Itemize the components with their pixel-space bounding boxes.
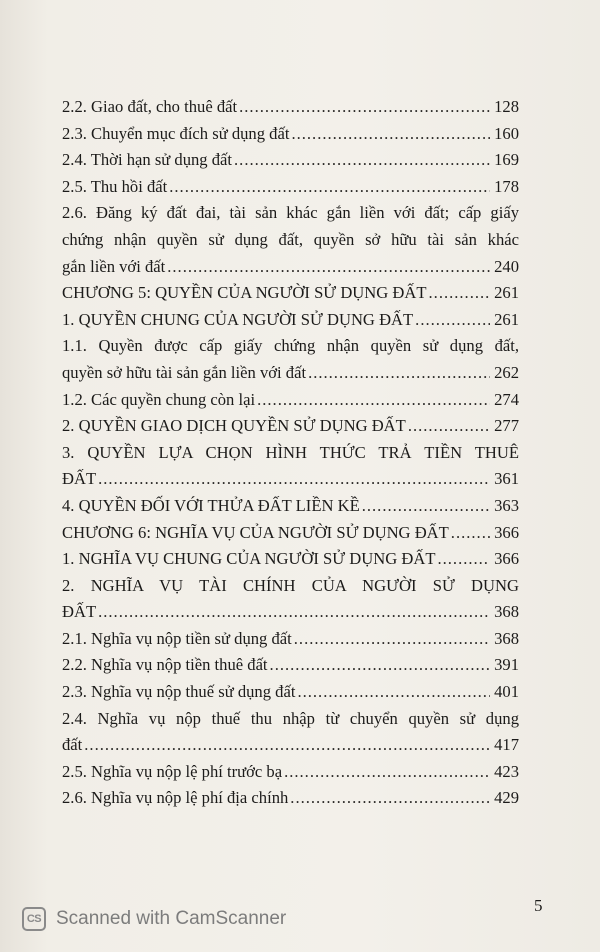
toc-entry <box>62 121 519 148</box>
toc-entry-title: 2.3. Chuyển mục đích sử dụng đất <box>62 123 290 143</box>
toc-entry-page: 366 <box>494 549 519 569</box>
toc-entry-title: 2.6. Đăng ký đất đai, tài sản khác gắn liền với đất; cấp giấy <box>62 203 519 223</box>
toc-entry-page: 128 <box>494 97 519 116</box>
toc-entry-page: 423 <box>494 761 519 781</box>
toc-entry <box>62 360 519 387</box>
toc-entry-title: 3. QUYỀN LỰA CHỌN HÌNH THỨC TRẢ TIỀN THUÊ <box>62 442 519 462</box>
dot-leader <box>239 94 490 121</box>
toc-entry-page: 391 <box>494 655 519 675</box>
toc-entry <box>62 466 519 493</box>
toc-entry-page: 178 <box>494 176 519 196</box>
dot-leader <box>362 493 490 520</box>
toc-entry-title: 2. QUYỀN GIAO DỊCH QUYỀN SỬ DỤNG ĐẤT <box>62 416 406 436</box>
toc-entry-title: 1. NGHĨA VỤ CHUNG CỦA NGƯỜI SỬ DỤNG ĐẤT <box>62 549 436 569</box>
dot-leader <box>169 174 490 201</box>
toc-entry <box>62 147 519 174</box>
dot-leader <box>167 254 490 281</box>
toc-entry <box>62 493 519 520</box>
toc-entry-title: ĐẤT <box>62 469 97 489</box>
toc-entry-page: 361 <box>494 469 519 489</box>
toc-entry-title: ĐẤT <box>62 602 97 622</box>
toc-entry-title: 2.5. Thu hồi đất <box>62 176 168 196</box>
toc-entry-title: 2.1. Nghĩa vụ nộp tiền sử dụng đất <box>62 628 292 648</box>
dot-leader <box>98 466 490 493</box>
dot-leader <box>297 679 490 706</box>
toc-entry <box>62 759 519 786</box>
dot-leader <box>284 759 490 786</box>
table-of-contents <box>62 94 519 812</box>
toc-entry-title: quyền sở hữu tài sản gắn liền với đất <box>62 362 307 382</box>
toc-entry <box>62 785 519 812</box>
dot-leader <box>291 121 490 148</box>
toc-entry-title: 4. QUYỀN ĐỐI VỚI THỬA ĐẤT LIỀN KỀ <box>62 495 360 515</box>
toc-entry <box>62 280 519 307</box>
toc-entry-page: 366 <box>494 522 519 542</box>
toc-entry <box>62 573 519 600</box>
dot-leader <box>234 147 490 174</box>
toc-entry-title: 1.2. Các quyền chung còn lại <box>62 389 256 409</box>
dot-leader <box>415 307 490 334</box>
toc-entry <box>62 440 519 467</box>
toc-entry-title: 2.4. Nghĩa vụ nộp thuế thu nhập từ chuyển quyền sử dụng <box>62 708 519 728</box>
toc-entry <box>62 333 519 360</box>
toc-entry-title: 2.2. Giao đất, cho thuê đất <box>62 97 238 116</box>
toc-entry-page: 363 <box>494 495 519 515</box>
toc-entry-page: 261 <box>494 283 519 303</box>
toc-entry-title: đất <box>62 735 83 755</box>
toc-entry <box>62 227 519 254</box>
page-number: 5 <box>534 896 543 915</box>
dot-leader <box>429 280 491 307</box>
dot-leader <box>270 652 491 679</box>
toc-entry-page: 160 <box>494 123 519 143</box>
toc-entry-page: 274 <box>494 389 519 409</box>
toc-entry <box>62 387 519 414</box>
toc-entry <box>62 200 519 227</box>
toc-entry-title: chứng nhận quyền sử dụng đất, quyền sở hữu tài sản khác <box>62 229 519 249</box>
camscanner-logo-icon: CS <box>22 907 46 931</box>
toc-entry <box>62 706 519 733</box>
toc-entry-title: gắn liền với đất <box>62 256 166 276</box>
toc-entry <box>62 413 519 440</box>
toc-entry-title: 2.5. Nghĩa vụ nộp lệ phí trước bạ <box>62 761 283 781</box>
toc-entry-page: 262 <box>494 362 519 382</box>
toc-entry-page: 169 <box>494 150 519 170</box>
dot-leader <box>257 387 490 414</box>
toc-entry-title: 2.3. Nghĩa vụ nộp thuế sử dụng đất <box>62 682 296 702</box>
toc-entry <box>62 599 519 626</box>
toc-entry-title: 2.2. Nghĩa vụ nộp tiền thuê đất <box>62 655 268 675</box>
toc-entry <box>62 546 519 573</box>
toc-entry-page: 368 <box>494 602 519 622</box>
dot-leader <box>294 626 490 653</box>
watermark-text: Scanned with CamScanner <box>56 908 287 929</box>
toc-entry <box>62 652 519 679</box>
toc-entry-title: CHƯƠNG 6: NGHĨA VỤ CỦA NGƯỜI SỬ DỤNG ĐẤT <box>62 522 449 542</box>
dot-leader <box>437 546 490 573</box>
toc-entry-page: 368 <box>494 628 519 648</box>
dot-leader <box>84 732 490 759</box>
toc-entry-page: 417 <box>494 735 519 755</box>
dot-leader <box>451 520 490 547</box>
toc-entry-page: 261 <box>494 309 519 329</box>
camscanner-watermark <box>22 907 286 931</box>
toc-entry-title: 2.6. Nghĩa vụ nộp lệ phí địa chính <box>62 788 289 808</box>
toc-entry <box>62 254 519 281</box>
toc-entry-title: 2. NGHĨA VỤ TÀI CHÍNH CỦA NGƯỜI SỬ DỤNG <box>62 575 519 595</box>
toc-entry <box>62 626 519 653</box>
dot-leader <box>308 360 490 387</box>
toc-entry <box>62 94 519 121</box>
toc-entry-page: 401 <box>494 682 519 702</box>
toc-entry-page: 429 <box>494 788 519 808</box>
toc-entry <box>62 307 519 334</box>
toc-entry-page: 277 <box>494 416 519 436</box>
toc-entry <box>62 679 519 706</box>
toc-entry <box>62 732 519 759</box>
toc-entry-title: CHƯƠNG 5: QUYỀN CỦA NGƯỜI SỬ DỤNG ĐẤT <box>62 283 427 303</box>
toc-entry <box>62 520 519 547</box>
toc-entry <box>62 174 519 201</box>
toc-entry-title: 1.1. Quyền được cấp giấy chứng nhận quyền sử dụng đất, <box>62 336 519 356</box>
toc-entry-title: 1. QUYỀN CHUNG CỦA NGƯỜI SỬ DỤNG ĐẤT <box>62 309 414 329</box>
toc-entry-title: 2.4. Thời hạn sử dụng đất <box>62 150 233 170</box>
toc-entry-page: 240 <box>494 256 519 276</box>
dot-leader <box>98 599 490 626</box>
dot-leader <box>408 413 490 440</box>
dot-leader <box>290 785 490 812</box>
